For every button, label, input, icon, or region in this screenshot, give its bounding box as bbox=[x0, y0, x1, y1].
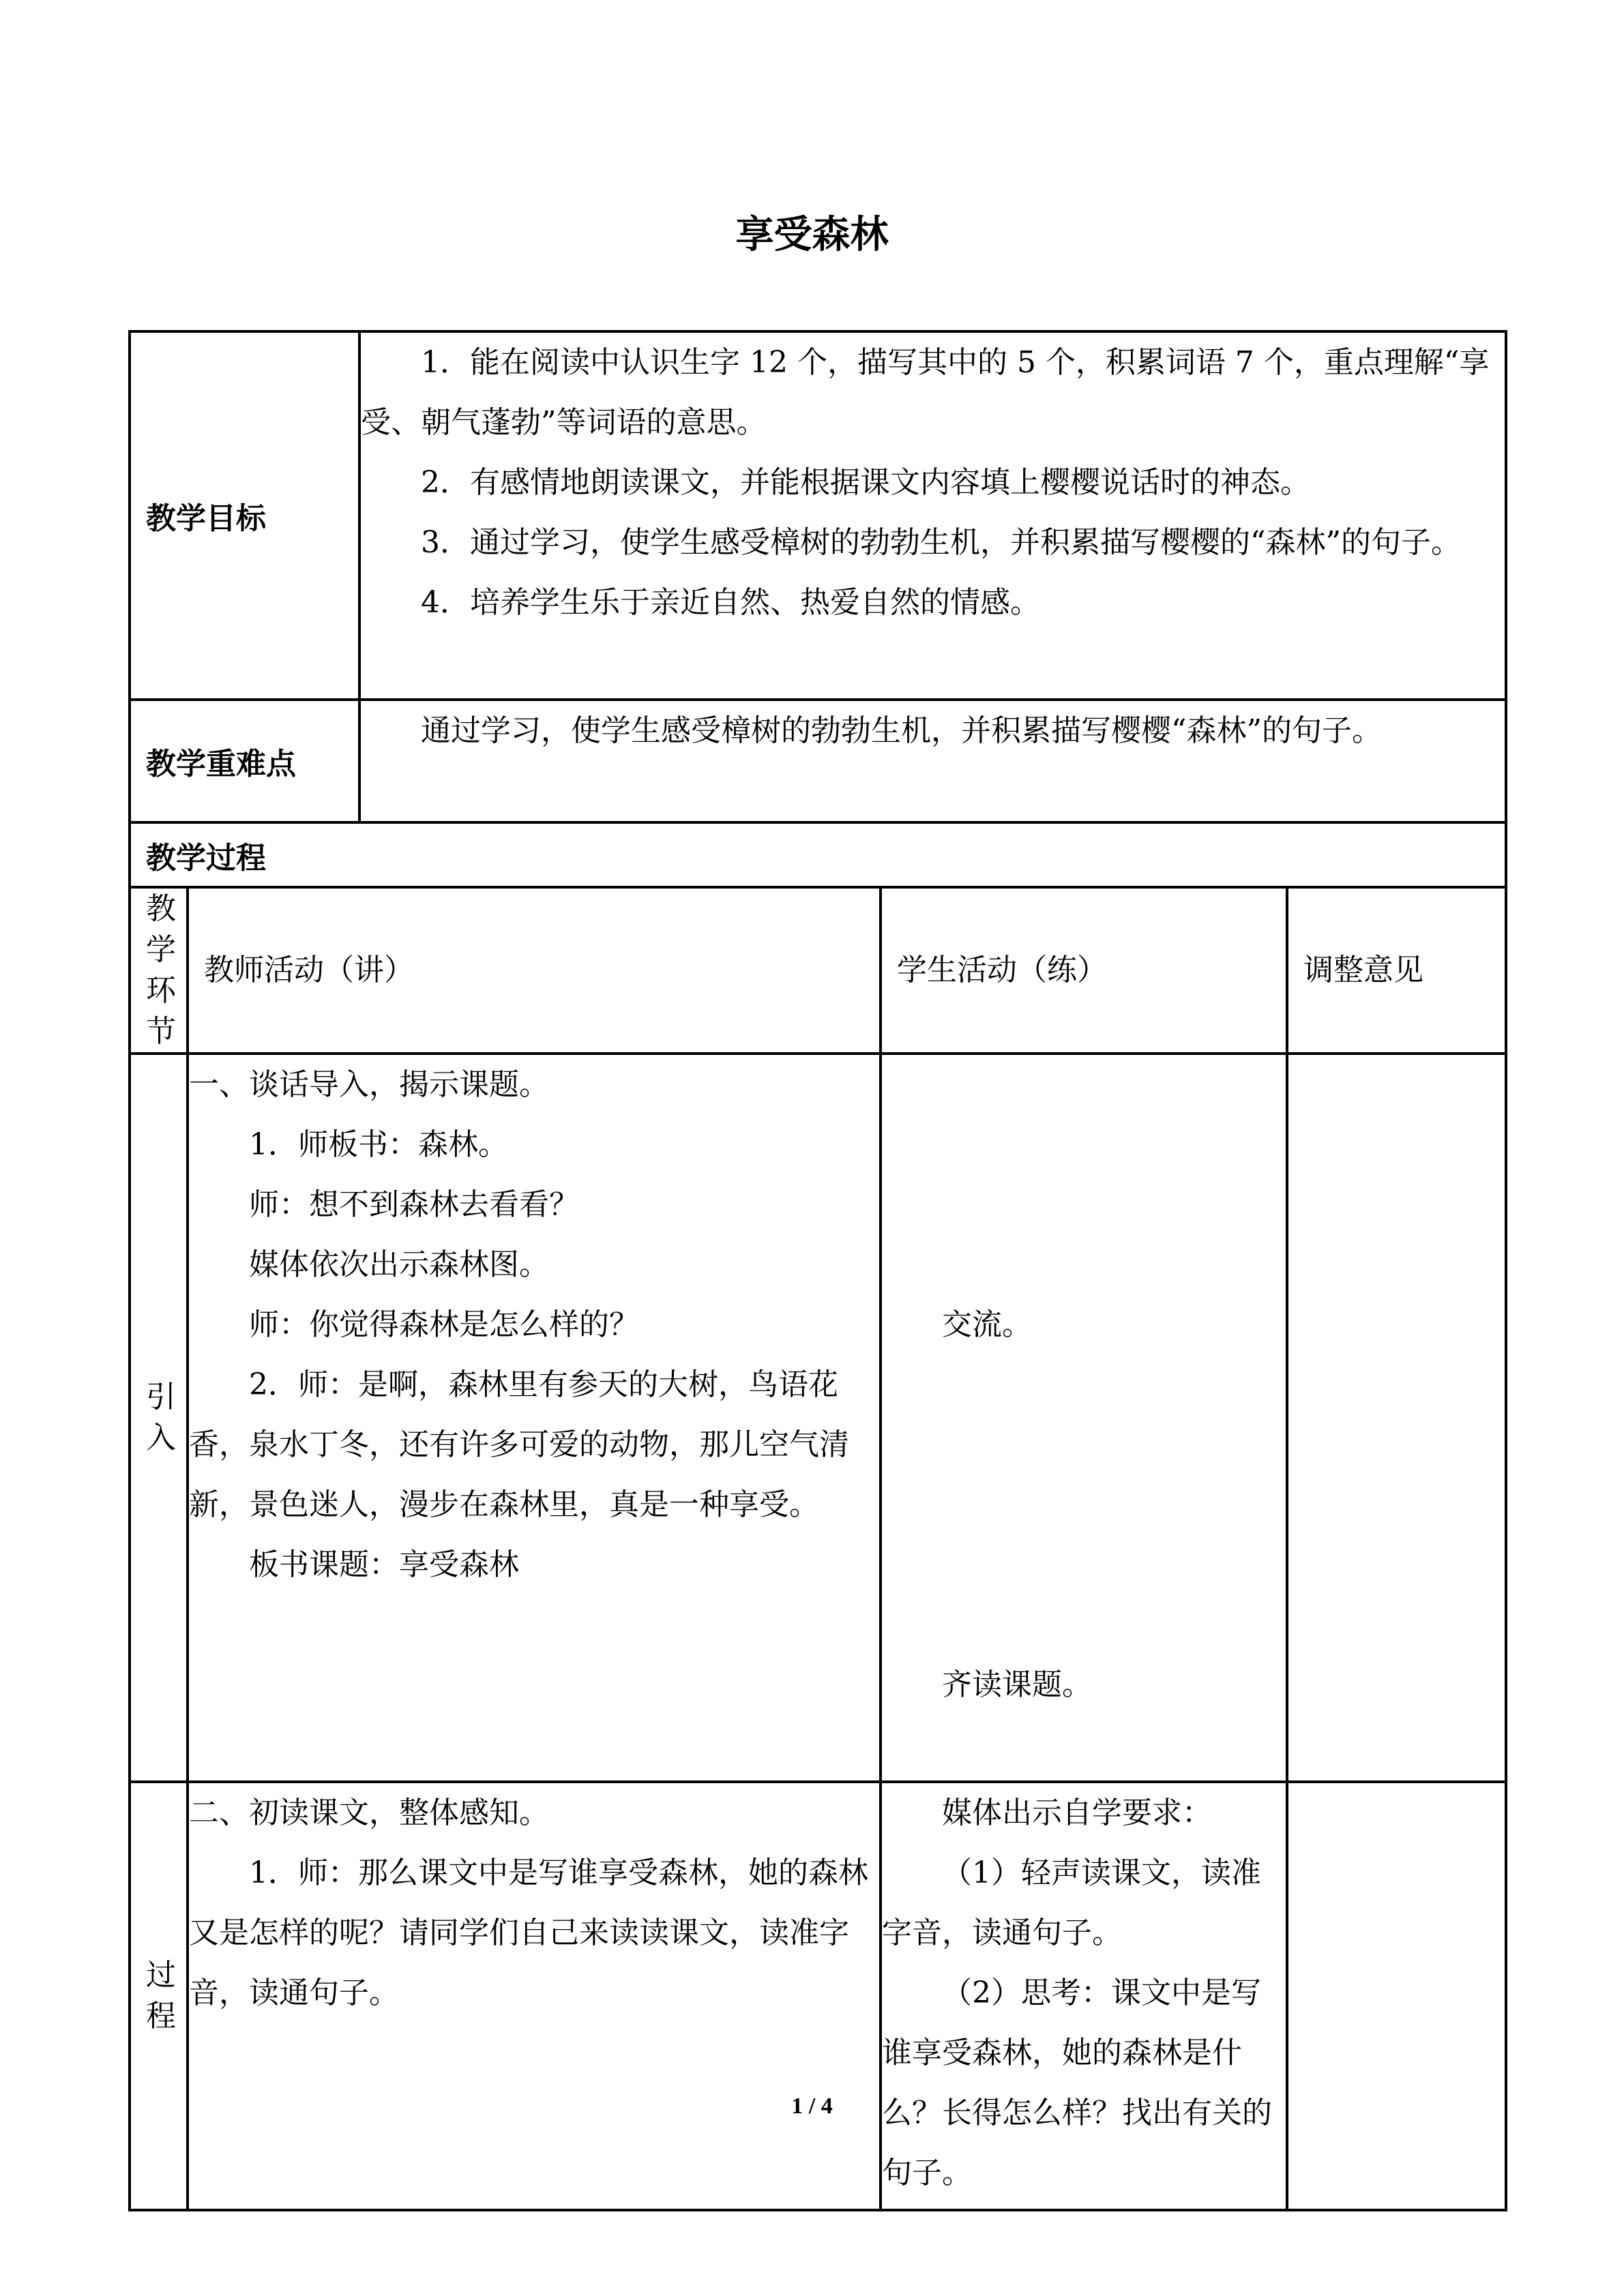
key-points-content bbox=[359, 700, 1506, 822]
process-heading-row bbox=[130, 822, 1506, 887]
teacher-line: 一、谈话导入，揭示课题。 bbox=[189, 1067, 549, 1102]
teacher-line: 2．师：是啊，森林里有参天的大树，鸟语花香，泉水丁冬，还有许多可爱的动物，那儿空气清新，景色迷人，漫步在森林里，真是一种享受。 bbox=[189, 1367, 849, 1522]
stage-cell: 过程 bbox=[130, 1782, 188, 2210]
objectives-content bbox=[359, 331, 1506, 700]
teacher-line: 1．师：那么课文中是写谁享受森林，她的森林又是怎样的呢？请同学们自己来读读课文，读准字音，读通句子。 bbox=[189, 1855, 868, 2010]
page-indicator: 1 / 4 bbox=[791, 2093, 833, 2119]
column-header-adjust: 调整意见 bbox=[1287, 887, 1506, 1054]
document-title: 享受森林 bbox=[735, 213, 889, 257]
process-header-row bbox=[130, 887, 1506, 1054]
column-header-teacher: 教师活动（讲） bbox=[188, 887, 881, 1054]
teacher-activity-cell bbox=[188, 1054, 881, 1782]
key-points-row bbox=[130, 700, 1506, 822]
table-row bbox=[130, 1782, 1506, 2210]
student-line: （1）轻声读课文，读准字音，读通句子。 bbox=[882, 1855, 1261, 1950]
student-line: 媒体出示自学要求： bbox=[942, 1795, 1212, 1830]
key-points-label: 教学重难点 bbox=[130, 700, 359, 822]
table-row bbox=[130, 1054, 1506, 1782]
adjust-cell bbox=[1287, 1054, 1506, 1782]
objective-item: 4．培养学生乐于亲近自然、热爱自然的情感。 bbox=[421, 585, 1040, 620]
teacher-line: 师：想不到森林去看看？ bbox=[249, 1187, 579, 1222]
teacher-line: 1．师板书：森林。 bbox=[249, 1127, 508, 1162]
student-activity-cell bbox=[881, 1054, 1287, 1782]
objective-item: 3．通过学习，使学生感受樟树的勃勃生机，并积累描写樱樱的“森林”的句子。 bbox=[421, 525, 1461, 560]
column-header-stage: 教学环节 bbox=[130, 887, 188, 1054]
student-line: 交流。 bbox=[942, 1307, 1032, 1342]
teacher-line: 媒体依次出示森林图。 bbox=[249, 1247, 549, 1282]
objective-item: 2．有感情地朗读课文，并能根据课文内容填上樱樱说话时的神态。 bbox=[421, 465, 1310, 500]
student-activity-cell bbox=[881, 1782, 1287, 2210]
objectives-label: 教学目标 bbox=[130, 331, 359, 700]
objectives-row bbox=[130, 331, 1506, 700]
teacher-line: 板书课题：享受森林 bbox=[249, 1547, 519, 1582]
objective-item: 1．能在阅读中认识生字 12 个，描写其中的 5 个，积累词语 7 个，重点理解“享受、朝气蓬勃”等词语的意思。 bbox=[361, 345, 1490, 440]
teacher-activity-cell bbox=[188, 1782, 881, 2210]
key-points-text: 通过学习，使学生感受樟树的勃勃生机，并积累描写樱樱“森林”的句子。 bbox=[421, 713, 1382, 748]
process-heading: 教学过程 bbox=[130, 822, 1506, 887]
lesson-plan-table bbox=[128, 330, 1507, 2211]
adjust-cell bbox=[1287, 1782, 1506, 2210]
teacher-line: 师：你觉得森林是怎么样的？ bbox=[249, 1307, 639, 1342]
stage-cell: 引入 bbox=[130, 1054, 188, 1782]
column-header-student: 学生活动（练） bbox=[881, 887, 1287, 1054]
teacher-line: 二、初读课文，整体感知。 bbox=[189, 1795, 549, 1830]
student-line: （2）思考：课文中是写谁享受森林，她的森林是什么？长得怎么样？找出有关的句子。 bbox=[882, 1976, 1272, 2190]
student-line: 齐读课题。 bbox=[942, 1667, 1092, 1702]
